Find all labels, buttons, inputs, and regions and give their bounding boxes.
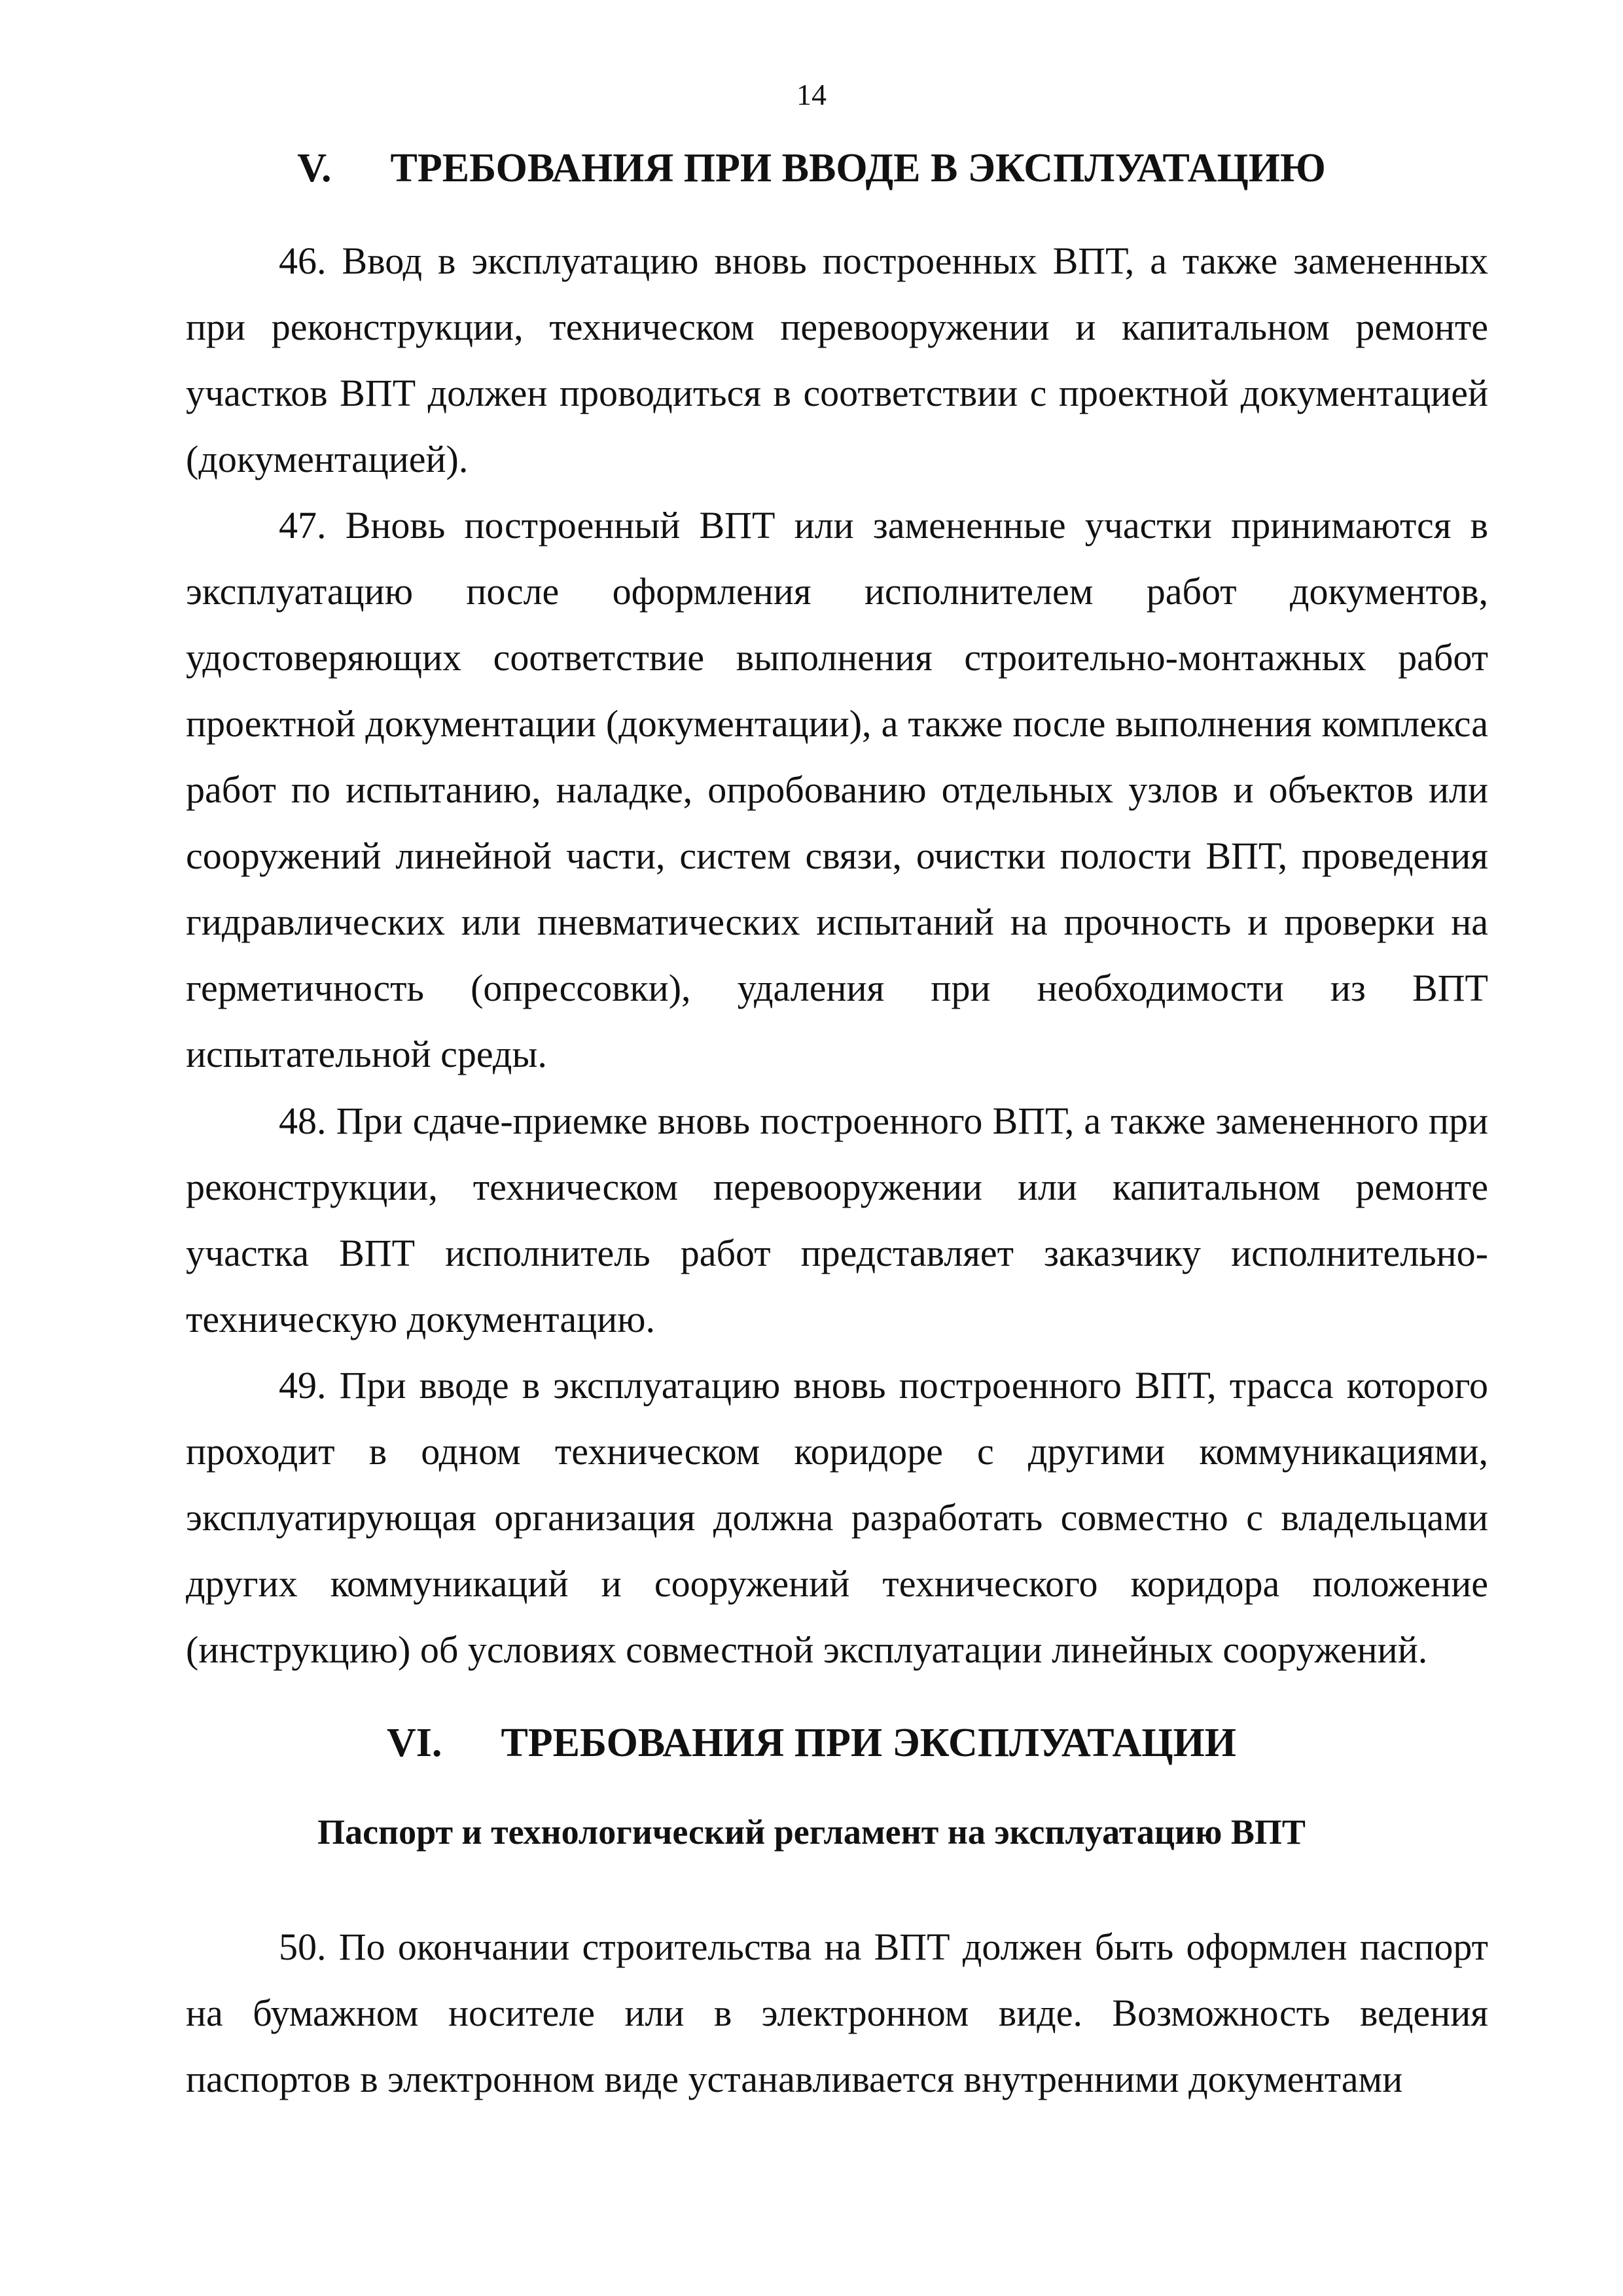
paragraph-46-text: Ввод в эксплуатацию вновь построенных ВПТ, а также замененных при реконструкции, техническом перевооружении и капитальном ремонте участков ВПТ должен проводиться в соответствии с проектной документацией (документацией). bbox=[186, 240, 1488, 480]
paragraph-47 bbox=[186, 492, 1488, 1087]
paragraph-47-number: 47. bbox=[279, 504, 327, 547]
paragraph-47-text: Вновь построенный ВПТ или замененные участки принимаются в эксплуатацию после оформления исполнителем работ документов, удостоверяющих соответствие выполнения строительно-монтажных работ проектной документации (документации), а также после выполнения комплекса работ по испытанию, наладке, опробованию отдельных узлов и объектов или сооружений линейной части, систем связи, очистки полости ВПТ, проведения гидравлических или пневматических испытаний на прочность и проверки на герметичность (опрессовки), удаления при необходимости из ВПТ испытательной среды. bbox=[186, 504, 1488, 1075]
section-6-title: ТРЕБОВАНИЯ ПРИ ЭКСПЛУАТАЦИИ bbox=[501, 1721, 1236, 1765]
section-5-numeral: V. bbox=[297, 146, 332, 190]
subsection-heading: Паспорт и технологический регламент на эксплуатацию ВПТ bbox=[317, 1812, 1306, 1852]
section-6-numeral: VI. bbox=[387, 1721, 442, 1765]
paragraph-48-number: 48. bbox=[279, 1100, 327, 1142]
paragraph-49 bbox=[186, 1352, 1488, 1683]
paragraph-50 bbox=[186, 1914, 1488, 2112]
section-5-title: ТРЕБОВАНИЯ ПРИ ВВОДЕ В ЭКСПЛУАТАЦИЮ bbox=[390, 146, 1326, 190]
paragraph-50-number: 50. bbox=[279, 1926, 327, 1968]
paragraph-46-number: 46. bbox=[279, 240, 327, 282]
paragraph-48 bbox=[186, 1088, 1488, 1352]
page-number: 14 bbox=[796, 78, 827, 111]
section-5-heading bbox=[0, 145, 1623, 192]
paragraph-48-text: При сдаче-приемке вновь построенного ВПТ, а также замененного при реконструкции, техническом перевооружении или капитальном ремонте участка ВПТ исполнитель работ представляет заказчику исполнительно-техническую документацию. bbox=[186, 1100, 1488, 1340]
paragraph-46 bbox=[186, 228, 1488, 492]
paragraph-49-number: 49. bbox=[279, 1364, 327, 1407]
section-6-heading bbox=[0, 1720, 1623, 1767]
paragraph-50-text: По окончании строительства на ВПТ должен быть оформлен паспорт на бумажном носителе или в электронном виде. Возможность ведения паспортов в электронном виде устанавливается внутренними документами bbox=[186, 1926, 1489, 2100]
paragraph-49-text: При вводе в эксплуатацию вновь построенного ВПТ, трасса которого проходит в одном техническом коридоре с другими коммуникациями, эксплуатирующая организация должна разработать совместно с владельцами других коммуникаций и сооружений технического коридора положение (инструкцию) об условиях совместной эксплуатации линейных сооружений. bbox=[186, 1364, 1489, 1671]
